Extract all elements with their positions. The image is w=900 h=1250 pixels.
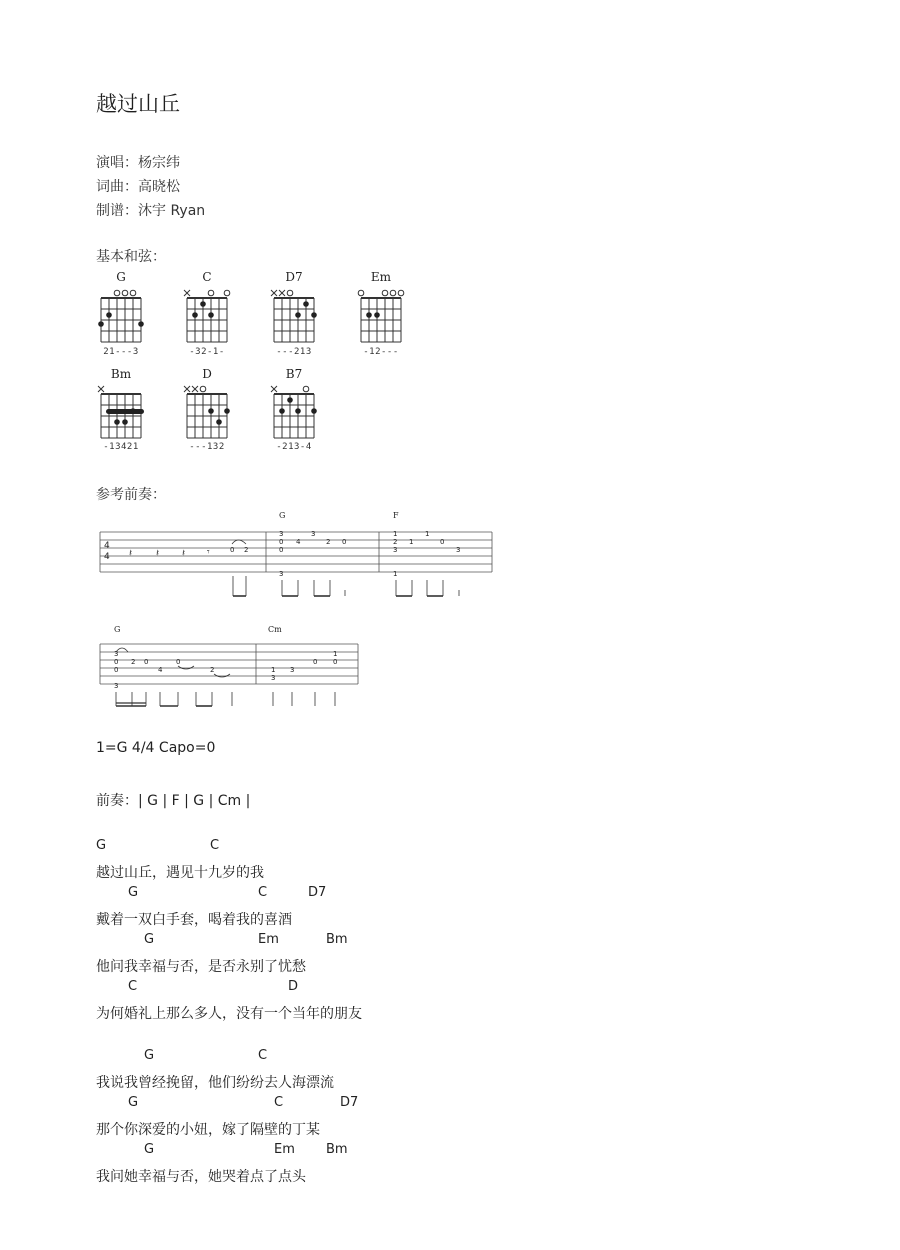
svg-text:3: 3 bbox=[114, 682, 119, 690]
song-chord: D7 bbox=[308, 885, 327, 900]
svg-text:0: 0 bbox=[313, 658, 318, 666]
song-chord: G bbox=[96, 838, 107, 853]
svg-text:𝄽: 𝄽 bbox=[156, 548, 160, 559]
chord-fingering-b7: -213-4 bbox=[276, 442, 312, 452]
chord-fingering-d: ---132 bbox=[189, 442, 225, 452]
svg-text:0: 0 bbox=[333, 658, 338, 666]
chord-diagram-bm bbox=[96, 382, 146, 442]
chord-diagram-em bbox=[356, 286, 406, 346]
lyric-line: 我说我曾经挽留，他们纷纷去人海漂流 bbox=[96, 1074, 334, 1091]
svg-text:3: 3 bbox=[279, 530, 284, 538]
svg-text:3: 3 bbox=[456, 546, 461, 554]
intro-chords-line: 前奏：| G | F | G | Cm | bbox=[96, 793, 251, 809]
svg-text:0: 0 bbox=[279, 546, 284, 554]
svg-text:3: 3 bbox=[271, 674, 276, 682]
song-chord: C bbox=[128, 979, 138, 994]
chord-diagram-b7 bbox=[269, 382, 319, 442]
tab-chord-cm: Cm bbox=[268, 625, 282, 634]
chord-fingering-g: 21---3 bbox=[103, 347, 139, 357]
tab-chord-g-2: G bbox=[114, 625, 121, 634]
svg-text:1: 1 bbox=[409, 538, 414, 546]
song-chord: D bbox=[288, 979, 299, 994]
svg-text:𝄽: 𝄽 bbox=[129, 548, 133, 559]
song-chord: Em bbox=[258, 932, 279, 947]
svg-text:0: 0 bbox=[144, 658, 149, 666]
chord-name-b7: B7 bbox=[285, 367, 303, 381]
lyric-line: 那个你深爱的小妞，嫁了隔壁的丁某 bbox=[96, 1121, 320, 1138]
chord-name-d: D bbox=[202, 367, 212, 381]
tab-chord-g: G bbox=[279, 511, 286, 520]
time-signature-top: 4 bbox=[104, 541, 110, 551]
tab-staff-row2 bbox=[96, 640, 362, 710]
svg-text:0: 0 bbox=[114, 666, 119, 674]
svg-text:1: 1 bbox=[425, 530, 430, 538]
arranger-line: 制谱：沐宇 Ryan bbox=[96, 203, 206, 219]
svg-text:0: 0 bbox=[440, 538, 445, 546]
svg-text:1: 1 bbox=[393, 570, 398, 578]
svg-text:3: 3 bbox=[114, 650, 119, 658]
song-chord: Bm bbox=[326, 932, 348, 947]
chord-diagram-d7 bbox=[269, 286, 319, 346]
chord-name-c: C bbox=[202, 270, 212, 284]
chord-fingering-em: -12--- bbox=[363, 347, 399, 357]
chord-fingering-bm: -13421 bbox=[103, 442, 139, 452]
song-chord: G bbox=[128, 1095, 139, 1110]
time-signature-bottom: 4 bbox=[104, 552, 110, 562]
chord-name-bm: Bm bbox=[110, 367, 132, 381]
chord-name-g: G bbox=[116, 270, 126, 284]
chord-fingering-c: -32-1- bbox=[189, 347, 225, 357]
singer-line: 演唱：杨宗纬 bbox=[96, 155, 180, 171]
lyric-line: 越过山丘，遇见十九岁的我 bbox=[96, 864, 264, 881]
svg-text:3: 3 bbox=[279, 570, 284, 578]
svg-text:4: 4 bbox=[158, 666, 163, 674]
svg-text:4: 4 bbox=[296, 538, 301, 546]
lyric-line: 为何婚礼上那么多人，没有一个当年的朋友 bbox=[96, 1005, 362, 1022]
svg-text:0: 0 bbox=[176, 658, 181, 666]
song-chord: G bbox=[144, 932, 155, 947]
song-chord: C bbox=[274, 1095, 284, 1110]
svg-text:1: 1 bbox=[333, 650, 338, 658]
key-signature-line: 1=G 4/4 Capo=0 bbox=[96, 740, 216, 756]
chord-fingering-d7: ---213 bbox=[276, 347, 312, 357]
svg-text:2: 2 bbox=[131, 658, 136, 666]
chord-name-em: Em bbox=[370, 270, 392, 284]
song-chord: C bbox=[210, 838, 220, 853]
lyricist-line: 词曲：高晓松 bbox=[96, 179, 180, 195]
tab-chord-f: F bbox=[393, 511, 399, 520]
lyric-line: 他问我幸福与否，是否永别了忧愁 bbox=[96, 958, 306, 975]
svg-text:2: 2 bbox=[210, 666, 215, 674]
svg-text:2: 2 bbox=[393, 538, 398, 546]
song-title: 越过山丘 bbox=[96, 92, 180, 116]
svg-text:0: 0 bbox=[279, 538, 284, 546]
song-chord: G bbox=[144, 1048, 155, 1063]
svg-text:2: 2 bbox=[244, 546, 249, 554]
chord-name-d7: D7 bbox=[285, 270, 303, 284]
chord-diagram-d bbox=[182, 382, 232, 442]
chord-diagram-g bbox=[96, 286, 146, 346]
svg-text:3: 3 bbox=[290, 666, 295, 674]
song-chord: C bbox=[258, 1048, 268, 1063]
lyric-line: 我问她幸福与否，她哭着点了点头 bbox=[96, 1168, 306, 1185]
svg-text:0: 0 bbox=[114, 658, 119, 666]
svg-text:1: 1 bbox=[393, 530, 398, 538]
svg-text:3: 3 bbox=[393, 546, 398, 554]
lyric-line: 戴着一双白手套，喝着我的喜酒 bbox=[96, 911, 292, 928]
svg-text:3: 3 bbox=[311, 530, 316, 538]
song-chord: D7 bbox=[340, 1095, 359, 1110]
svg-text:1: 1 bbox=[271, 666, 276, 674]
song-chord: Bm bbox=[326, 1142, 348, 1157]
chord-diagrams bbox=[0, 0, 900, 470]
tab-staff-row1 bbox=[96, 528, 496, 600]
svg-text:0: 0 bbox=[230, 546, 235, 554]
svg-text:𝄽: 𝄽 bbox=[182, 548, 186, 559]
song-chord: G bbox=[128, 885, 139, 900]
svg-text:𝄾: 𝄾 bbox=[207, 547, 210, 558]
svg-text:2: 2 bbox=[326, 538, 331, 546]
chord-diagram-c bbox=[182, 286, 232, 346]
song-chord: Em bbox=[274, 1142, 295, 1157]
song-chord: C bbox=[258, 885, 268, 900]
song-chord: G bbox=[144, 1142, 155, 1157]
intro-tab-label: 参考前奏： bbox=[96, 487, 166, 503]
basic-chords-label: 基本和弦： bbox=[96, 249, 166, 265]
svg-text:0: 0 bbox=[342, 538, 347, 546]
